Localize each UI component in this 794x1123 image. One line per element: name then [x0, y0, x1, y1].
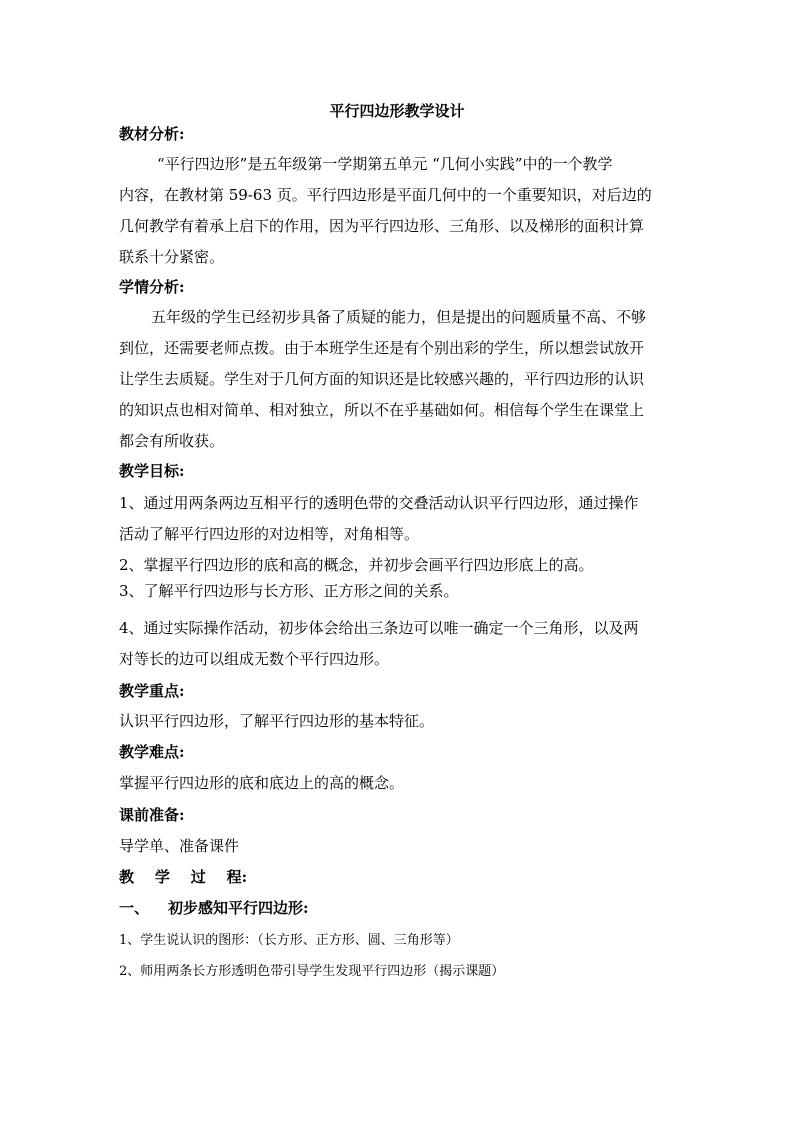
paragraph-line: 导学单、准备课件 — [119, 837, 240, 855]
process-line: 1、学生说认识的图形：（长方形、正方形、圆、三角形等） — [119, 933, 459, 948]
process-line: 2、师用两条长方形透明色带引导学生发现平行四边形（揭示课题） — [119, 964, 505, 979]
paragraph-line: 联系十分紧密。 — [119, 248, 225, 266]
step-number: 一、 — [119, 899, 150, 917]
goal-line: 1、通过用两条两边互相平行的透明色带的交叠活动认识平行四边形，通过操作 — [119, 494, 639, 512]
paragraph-line: 五年级的学生已经初步具备了质疑的能力，但是提出的问题质量不高、不够 — [151, 308, 647, 326]
goal-line: 3、了解平行四边形与长方形、正方形之间的关系。 — [119, 582, 459, 600]
page-title: 平行四边形教学设计 — [329, 102, 465, 120]
heading-difficulties: 教学难点: — [119, 743, 185, 761]
paragraph-line: 内容，在教材第 59-63 页。平行四边形是平面几何中的一个重要知识，对后边的 — [119, 186, 652, 204]
step-title: 初步感知平行四边形: — [168, 899, 309, 917]
paragraph-line: 让学生去质疑。学生对于几何方面的知识还是比较感兴趣的，平行四边形的认识 — [119, 370, 645, 388]
goal-line: 对等长的边可以组成无数个平行四边形。 — [119, 650, 390, 668]
heading-material-analysis: 教材分析: — [119, 125, 185, 143]
heading-teaching-goals: 教学目标: — [119, 462, 185, 480]
heading-teaching-process: 教 学 过 程: — [119, 868, 248, 886]
paragraph-line: 认识平行四边形，了解平行四边形的基本特征。 — [119, 712, 435, 730]
heading-preparation: 课前准备: — [119, 806, 185, 824]
heading-student-analysis: 学情分析: — [119, 278, 185, 296]
paragraph-line: 掌握平行四边形的底和底边上的高的概念。 — [119, 774, 405, 792]
heading-key-points: 教学重点: — [119, 682, 185, 700]
paragraph-line: “平行四边形”是五年级第一学期第五单元 “几何小实践”中的一个教学 — [157, 155, 613, 173]
goal-line: 2、掌握平行四边形的底和高的概念，并初步会画平行四边形底上的高。 — [119, 556, 594, 574]
paragraph-line: 到位，还需要老师点拨。由于本班学生还是有个别出彩的学生，所以想尝试放开 — [119, 339, 645, 357]
goal-line: 活动了解平行四边形的对边相等，对角相等。 — [119, 525, 420, 543]
goal-line: 4、通过实际操作活动，初步体会给出三条边可以唯一确定一个三角形，以及两 — [119, 619, 639, 637]
paragraph-line: 几何教学有着承上启下的作用，因为平行四边形、三角形、以及梯形的面积计算 — [119, 217, 645, 235]
paragraph-line: 都会有所收获。 — [119, 432, 225, 450]
paragraph-line: 的知识点也相对简单、相对独立，所以不在乎基础如何。相信每个学生在课堂上 — [119, 401, 645, 419]
